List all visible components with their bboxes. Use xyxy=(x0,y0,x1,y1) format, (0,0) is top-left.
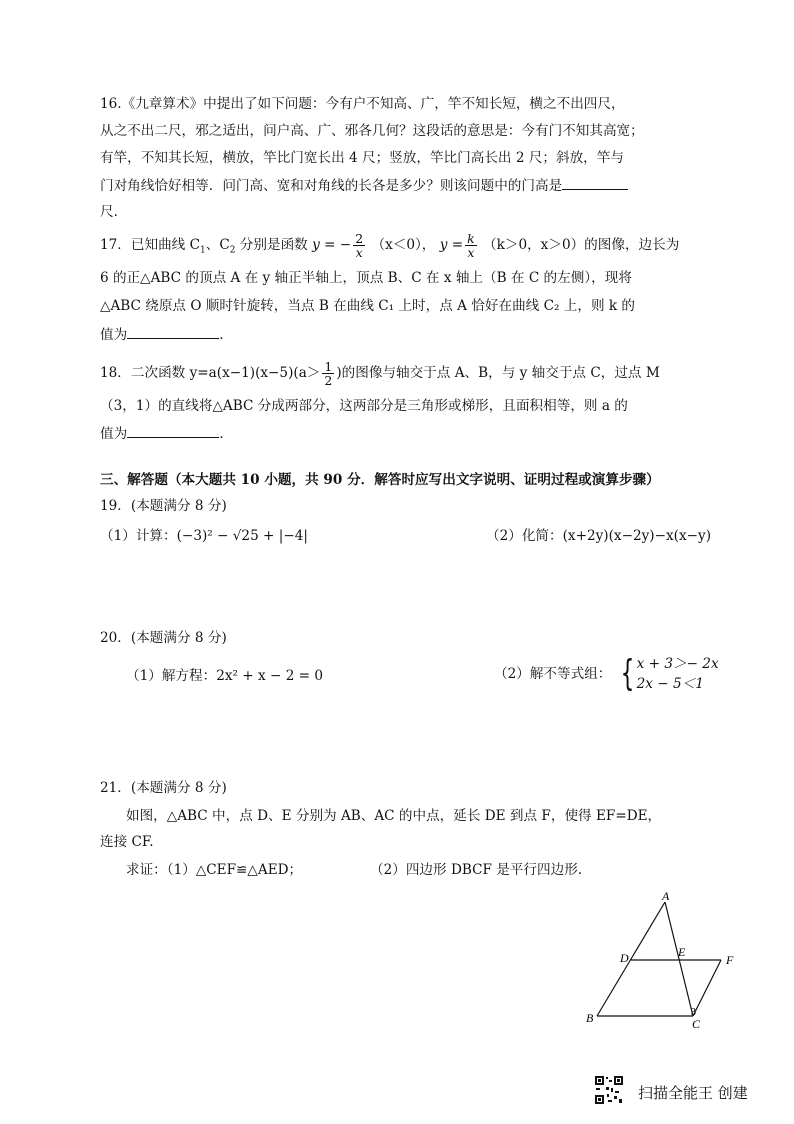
q21-prove-1: 求证：（1）△CEF≌△AED； xyxy=(126,862,303,878)
answer-blank-17 xyxy=(127,324,219,339)
qr-code-icon xyxy=(594,1075,624,1105)
q21-title: 21．(本题满分 8 分) xyxy=(100,780,227,796)
q19-part-1 xyxy=(100,526,308,546)
q18-intro: 18．二次函数 y=a(x−1)(x−5)(a＞ xyxy=(100,365,321,381)
inequality-1: x + 3＞− 2x xyxy=(636,656,719,672)
q17-intro-b: 、C xyxy=(205,237,230,253)
q18-frac-num: 1 xyxy=(324,359,333,374)
q21-prove-2: （2）四边形 DBCF 是平行四边形. xyxy=(370,862,583,878)
q17-intro-c: 分别是函数 xyxy=(239,237,308,253)
answer-blank-18 xyxy=(127,423,219,438)
q16-line-2: 从之不出二尺，邪之适出，问户高、广、邪各几何？这段话的意思是：今有门不知其高宽； xyxy=(100,123,644,139)
q18-frac xyxy=(322,360,334,387)
q17-frac-2-den: x xyxy=(467,245,475,260)
q16-line-4-text: 门对角线恰好相等．问门高、宽和对角线的长各是多少？则该问题中的门高是 xyxy=(100,178,563,194)
q21-line-1: 如图，△ABC 中，点 D、E 分别为 AB、AC 的中点，延长 DE 到点 F，使得 EF=DE， xyxy=(126,808,662,824)
q18-frac-den: 2 xyxy=(324,373,333,388)
q17-frac-1 xyxy=(353,232,365,259)
q17-line-3: △ABC 绕原点 O 顺时针旋转，当点 B 在曲线 C₁ 上时，点 A 恰好在曲线 C₂ 上，则 k 的 xyxy=(100,298,636,314)
label-f: F xyxy=(726,953,734,967)
answer-blank-16 xyxy=(562,175,628,190)
segment-cf xyxy=(693,960,721,1016)
label-a: A xyxy=(662,890,670,903)
q17-func1-lhs: y = − xyxy=(312,237,352,253)
q17-frac-1-den: x xyxy=(355,245,363,260)
angle-label-3: 3 xyxy=(691,1007,696,1018)
q17-intro: 17．已知曲线 C xyxy=(100,237,200,253)
geometry-figure xyxy=(580,890,740,1030)
q16-line-3: 有竿，不知其长短，横放，竿比门宽长出 4 尺；竖放，竿比门高长出 2 尺；斜放，竿与 xyxy=(100,150,624,166)
q19-part-1-expr: (−3)² − √25 + |−4| xyxy=(176,528,308,544)
q18-line-1 xyxy=(100,360,660,387)
q17-func2-lhs: y = xyxy=(439,237,464,253)
q16-line-1: 16.《九章算术》中提出了如下问题：今有户不知高、广，竿不知长短，横之不出四尺， xyxy=(100,96,625,112)
q17-line-1 xyxy=(100,232,679,261)
label-e: E xyxy=(678,945,686,959)
q20-part-1: （1）解方程：2x² + x − 2 = 0 xyxy=(126,668,324,684)
label-b: B xyxy=(586,1011,594,1025)
label-c: C xyxy=(692,1017,701,1030)
q17-sub-2: 2 xyxy=(229,245,236,256)
q18-intro-b: )的图像与轴交于点 A、B，与 y 轴交于点 C，过点 M xyxy=(336,365,660,381)
q16-line-5: 尺. xyxy=(100,204,118,220)
q18-line-2: （3，1）的直线将△ABC 分成两部分，这两部分是三角形或梯形，且面积相等，则 a 的 xyxy=(100,398,628,414)
scanner-watermark: 扫描全能王 创建 xyxy=(638,1084,748,1102)
q16-line-4 xyxy=(100,175,628,196)
label-d: D xyxy=(620,951,629,965)
segment-ab xyxy=(597,902,665,1016)
q19-title: 19．(本题满分 8 分) xyxy=(100,498,227,514)
q19-part-1-label: （1）计算： xyxy=(100,528,177,544)
q20-part-2-label: （2）解不等式组： xyxy=(494,666,612,682)
q20-title: 20．(本题满分 8 分) xyxy=(100,630,227,646)
q17-line-2: 6 的正△ABC 的顶点 A 在 y 轴正半轴上，顶点 B、C 在 x 轴上（B 在 C 的左侧），现将 xyxy=(100,270,632,286)
q19-part-2: （2）化简：(x+2y)(x−2y)−x(x−y) xyxy=(486,528,712,544)
inequality-system xyxy=(616,654,719,694)
inequality-2: 2x − 5＜1 xyxy=(636,676,704,692)
q17-line-4-text: 值为 xyxy=(100,327,128,343)
q17-frac-2 xyxy=(465,232,477,259)
segment-ac xyxy=(665,902,693,1016)
q20-part-2 xyxy=(494,654,719,694)
q17-cond-1: （x＜0）， xyxy=(371,237,436,253)
q21-line-2: 连接 CF. xyxy=(100,834,154,850)
q18-line-3-text: 值为 xyxy=(100,426,128,442)
q17-frac-1-num: 2 xyxy=(355,231,364,246)
q17-cond-2: （k＞0，x＞0）的图像，边长为 xyxy=(483,237,680,253)
q17-line-4: 值为 . xyxy=(100,324,224,345)
brace-icon: { xyxy=(620,653,635,694)
section-3-heading: 三、解答题（本大题共 10 小题，共 90 分．解答时应写出文字说明、证明过程或演算步骤） xyxy=(100,472,660,488)
q17-sub-1: 1 xyxy=(200,245,206,256)
q18-line-3: 值为 . xyxy=(100,423,224,444)
q17-frac-2-num: k xyxy=(467,231,475,246)
